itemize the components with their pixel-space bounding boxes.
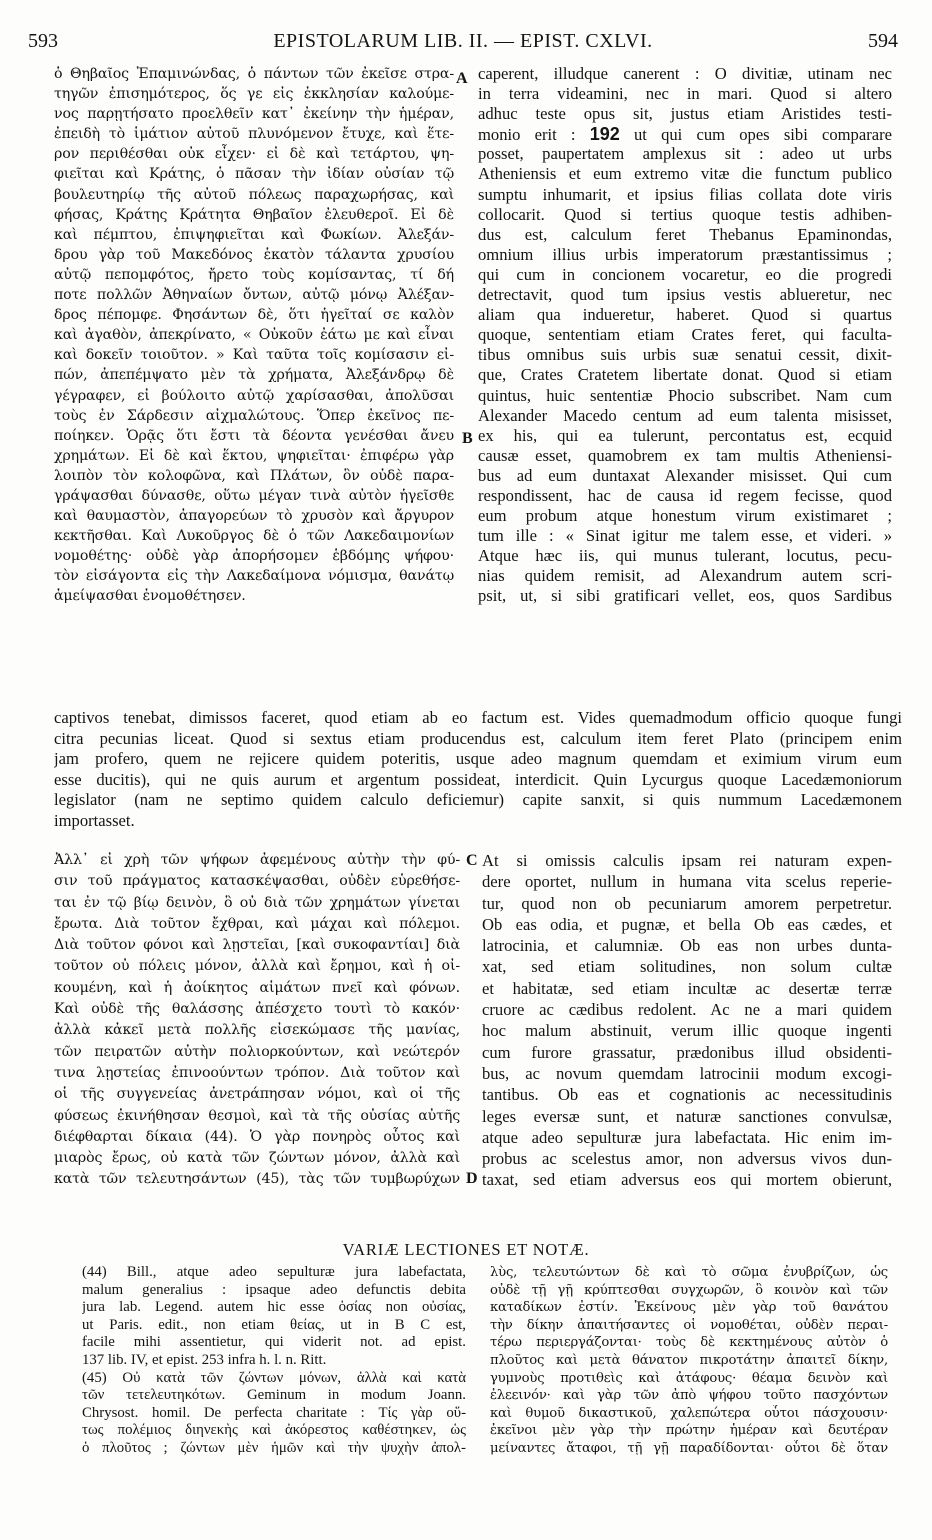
note-line: μείναντες ἄταφοι, τῇ γῇ παραδίδονται· οὗτοι δὲ ὅταν — [490, 1440, 888, 1456]
note-line: ὁ πλοῦτος ; ζώντων μὲν ἡμῶν καὶ τὴν ψυχὴν ἀπολ- — [82, 1439, 466, 1456]
greek-text-line: τινα λῃστείας ἐπινοούντων τρόπον. Διὰ τοῦτον καὶ — [54, 1064, 460, 1081]
note-line: γυμνοὺς προτιθεὶς καὶ ἀτάφους· θέαμα δεινὸν καὶ — [490, 1370, 888, 1386]
greek-text-line: αὐτῷ πεπομφότος, ἤρετο τοὺς κομίσαντας, τί δή — [54, 266, 454, 283]
greek-text-line: γέγραφεν, εἰ βούλοιτο αὐτῷ χαρίσασθαι, ἀπολῦσαι — [54, 387, 454, 404]
latin-text-line: sumptu inhumarit, et ipsius filias collata dote viris — [478, 184, 892, 204]
greek-text-line: ποίηκεν. Ὁρᾷς ὅτι ἔστι τὰ δέοντα γενέσθαι ἄνευ — [54, 427, 454, 444]
greek-text-line: καὶ ἀγαθὸν, ἀπεκρίνατο, « Οὐκοῦν ἐάτω με καὶ εἶναι — [54, 327, 454, 344]
greek-text-line: ὁ Θηβαῖος Ἐπαμινώνδας, ὁ πάντων τῶν ἐκεῖσε στρα- — [54, 66, 454, 82]
latin-text-line: nias quidem remisit, ad Alexandrum autem scri- — [478, 566, 892, 586]
latin-text-line: latrocinia, et calumniæ. Ob eas non urbes dunta- — [482, 936, 892, 956]
greek-text-line: ρον περιθέσθαι οὐκ εἶχεν· εἰ δὲ καὶ τετάρτου, ψη- — [54, 146, 454, 163]
greek-column-middle — [54, 850, 460, 1190]
greek-text-line: μιαρὸς ἔρως, οὐ κατὰ τῶν ζώντων μόνον, ἀλλὰ καὶ — [54, 1150, 460, 1167]
note-line: (45) Οὐ κατὰ τῶν ζώντων μόνων, ἀλλὰ καὶ κατὰ — [82, 1369, 466, 1386]
greek-text-line: ἐπειδὴ τὸ ἱμάτιον αὐτοῦ πλυνόμενον ἔτυχε, καὶ ἕτε- — [54, 126, 454, 143]
greek-text-line: φύσεως ἐκινήθησαν θεσμοὶ, καὶ τὰ τῆς οὐσίας αὐτῆς — [54, 1107, 460, 1124]
latin-text-line: cruore ac cædibus redolent. Ac ne a mari quidem — [482, 1000, 892, 1020]
greek-text-line: νομοθέτης· οὐδὲ γὰρ ἀπορήσομεν ἑβδόμης ψήφου· — [54, 548, 454, 565]
note-line: τὴν δίκην ἀπαιτήσαντες οἱ νομοθέται, οὐδὲν περαι- — [490, 1317, 888, 1333]
latin-text-line: Alexander Macedo centum ad eum talenta misisset, — [478, 405, 892, 425]
latin-text-line: probus ac scelestus amor, non adversus vivos dun- — [482, 1149, 892, 1169]
greek-column-top — [54, 64, 454, 704]
latin-text-fragment: monio erit : — [478, 125, 576, 145]
note-line: ἐλεεινόν· καὶ γὰρ τῶν ἀπὸ ψήφου τοῦτο πασχόντων — [490, 1388, 888, 1404]
latin-text-line: At si omissis calculis ipsam rei naturam expen- — [482, 851, 892, 870]
note-line: facile mihi assentietur, qui viderit not. ad epist. — [82, 1334, 466, 1351]
latin-text-line: adhuc teste opus sit, justus etiam Aristides testi- — [478, 104, 892, 124]
latin-text-line: cum furore grassatur, prædonibus illud obsidenti- — [482, 1042, 892, 1062]
greek-text-line: λοιπὸν τὸν κολοφῶνα, καὶ Πλάτων, ὃν οὐδὲ παρα- — [54, 467, 454, 484]
page-number-right: 594 — [868, 30, 898, 52]
latin-text-line: atque adeo sepulturæ jura labefactata. Hic enim im- — [482, 1127, 892, 1147]
latin-full-width-paragraph — [54, 708, 902, 832]
notes-title: VARIÆ LECTIONES ET NOTÆ. — [342, 1240, 590, 1259]
column-number: 192 — [589, 124, 620, 145]
latin-text-line: Ob eas odia, et pugnæ, et bella Ob eas cædes, et — [482, 914, 892, 934]
latin-text-line: ex his, qui ea tulerunt, percontatus est, ecquid — [478, 425, 892, 445]
latin-column-top — [478, 64, 892, 704]
note-line: τέρω περιεργάζονται· τοὺς δὲ κεκτημένους αὐτὸν ὁ — [490, 1335, 888, 1351]
latin-text-line: omnium illius urbis imperatorum præstantissimus ; — [478, 244, 892, 264]
section-marker-a: A — [456, 70, 468, 87]
latin-text-line: detrectavit, quod tum ipsius vestis ablueretur, nec — [478, 285, 892, 305]
notes-left-column — [82, 1264, 466, 1494]
greek-text-line: διέφθαρται δίκαια (44). Ὁ γὰρ πονηρὸς οὗτος καὶ — [54, 1128, 460, 1145]
note-line: τῶν τετελευτηκότων. Geminum in modum Joann. — [82, 1387, 466, 1404]
latin-text-line: bus, ac novum quemdam latrocinii modum excogi- — [482, 1063, 892, 1083]
greek-text-line: Καὶ οὐδὲ τῆς θαλάσσης ἀπέσχετο τουτὶ τὸ κακόν· — [54, 1001, 460, 1018]
note-line: Chrysost. homil. De perfecta charitate : Τίς γὰρ οὕ- — [82, 1404, 466, 1421]
greek-text-line: τοῦτον οὐ πόλεις μόνον, ἀλλὰ καὶ ἔρημοι, καὶ ἡ οἰ- — [54, 958, 460, 975]
section-marker-c: C — [466, 852, 478, 869]
latin-text-line: dere oportet, nullum in humana vita scelus reperie- — [482, 872, 892, 892]
latin-text-line: que, Crates Cratetem libertate donat. Quod si etiam — [478, 365, 892, 385]
latin-text-line: jam profero, quem ne rejicere quidem poteritis, usque adeo magnum quemdam et eximium virum eum — [54, 749, 902, 769]
note-line: ἐκεῖνοι μὲν γὰρ τὴν πρώτην ἡμέραν καὶ δευτέραν — [490, 1423, 888, 1439]
latin-text-line: xat, sed etiam solitudines, non solum cultæ — [482, 957, 892, 977]
latin-text-line: legislator (nam ne septimo quidem calculo deficiemur) capite sanxit, si quis nummum Lacedæmonem — [54, 790, 902, 810]
note-line: ut Paris. edit., non etiam θείας, ut in B C est, — [82, 1316, 466, 1333]
greek-text-line: Ἀλλ᾽ εἰ χρὴ τῶν ψήφων ἀφεμένους αὐτὴν τὴν φύ- — [54, 852, 460, 868]
latin-text-line: quintus, huic sententiæ Phocio subscribet. Nam cum — [478, 385, 892, 405]
greek-text-line: γράψασθαι δύνασθε, οὕτω μέγαν τινὰ αὐτὸν ἡγεῖσθε — [54, 487, 454, 504]
latin-text-line: posset, paupertatem amplexus sit : adeo ut urbs — [478, 144, 892, 164]
note-line: καταδίκων ἐστίν. Ἐκείνους μὲν γὰρ τοῦ θανάτου — [490, 1300, 888, 1316]
greek-text-line: κουμένη, καὶ ἡ ἀοίκητος αἱμάτων πνεῖ καὶ φόνων. — [54, 979, 460, 996]
greek-text-line: καὶ δοκεῖν τοιοῦτον. » Καὶ ταῦτα τοῖς κομίσασιν εἰ- — [54, 347, 454, 364]
latin-text-line: taxat, sed etiam adversus eos qui mortem obierunt, — [482, 1170, 892, 1190]
latin-column-middle — [482, 850, 892, 1190]
note-line: λὺς, τελευτώντων δὲ καὶ τὸ σῶμα ἐνυβρίζων, ὡς — [490, 1265, 888, 1280]
latin-text-line: eum probum atque honestum virum existimaret ; — [478, 506, 892, 526]
notes-right-column — [490, 1264, 888, 1494]
note-line: οὐδὲ τῇ γῇ κρύπτεσθαι συγχωρῶν, ὃ κοινὸν καὶ τῶν — [490, 1282, 888, 1298]
note-line: πλοῦτος καὶ μετὰ θάνατον πικροτάτην ἀπαιτεῖ δίκην, — [490, 1352, 888, 1368]
note-line: καὶ θυμοῦ δικαστικοῦ, χαλεπώτερα οὗτοι πάσχουσιν· — [490, 1405, 888, 1421]
note-line: (44) Bill., atque adeo sepulturæ jura labefactata, — [82, 1264, 466, 1280]
greek-text-line: νος παρῃτήσατο προελθεῖν κατ᾽ ἐκείνην τὴν ἡμέραν, — [54, 106, 454, 123]
greek-text-line: τὸν εἰσάγοντα εἰς τὴν Λακεδαίμονα νόμισμα, θανάτῳ — [54, 568, 454, 585]
latin-text-line: et habitatæ, sed etiam incultæ ac desertæ terræ — [482, 978, 892, 998]
section-marker-b: B — [462, 430, 473, 447]
greek-text-line: φήσας, Κράτης Κράτητα Θηβαῖον ἐλευθεροῖ. Εἰ δὲ — [54, 206, 454, 223]
greek-text-line: σιν τοῦ πράγματος κατασκέψασθαι, οὐδὲν εὑρεθήσε- — [54, 873, 460, 890]
latin-text-line: in terra videamini, nec in mari. Quod si altero — [478, 84, 892, 104]
greek-text-line: κατὰ τῶν τελευτησάντων (45), τὰς τῶν τυμβωρύχων — [54, 1171, 460, 1188]
running-title: EPISTOLARUM LIB. II. — EPIST. CXLVI. — [273, 30, 653, 52]
latin-text-line: tantibus. Ob eas et cognationis ac necessitudinis — [482, 1085, 892, 1105]
latin-text-line: dus est, calculum feret Thebanus Epaminondas, — [478, 224, 892, 244]
greek-text-line: ἀλλὰ κἀκεῖ μετὰ πολλῆς εἰσεκώμασε τῆς μανίας, — [54, 1022, 460, 1039]
latin-text-line: caperent, illudque canerent : O divitiæ, utinam nec — [478, 64, 892, 83]
greek-text-line: ἔρωτα. Διὰ τοῦτον ἔχθραι, καὶ μάχαι καὶ πόλεμοι. — [54, 915, 460, 932]
latin-text-line: collocarit. Quod si tertius quoque testis adhiben- — [478, 204, 892, 224]
latin-text-line: Atheniensis et eum extremo vitæ die functum publico — [478, 164, 892, 184]
latin-text-line: tum ille : « Sinat igitur me talem esse, et videri. » — [478, 526, 892, 546]
greek-text-line: φιεῖται καὶ Κράτης, ὁ πᾶσαν τὴν ἰδίαν οὐσίαν τῷ — [54, 166, 454, 183]
greek-text-line: κεκτῆσθαι. Καὶ Λυκοῦργος δὲ ὁ τῶν Λακεδαιμονίων — [54, 528, 454, 545]
latin-text-line: respondissent, hac de causa id regem fecisse, quod — [478, 485, 892, 505]
latin-text-line: tur, quod non ob pecuniarum amorem perpetretur. — [482, 893, 892, 913]
latin-text-line: citra pecunias liceat. Quod si sextus etiam producendus est, calculum item feret Plato (principem enim — [54, 728, 902, 748]
latin-text-line: aliam qua indueretur, haberet. Quod si quartus — [478, 305, 892, 325]
greek-text-line: πών, ἀπεπέμψατο μὲν τὰ χρήματα, Ἀλεξάνδρῳ δὲ — [54, 367, 454, 384]
note-line: malum generalius : ipsaque adeo defunctis debita — [82, 1281, 466, 1298]
greek-text-line: χρημάτων. Εἰ δὲ καὶ ἕκτου, ψηφιεῖται· ἐπιφέρω γὰρ — [54, 447, 454, 464]
greek-text-line: τοὺς ἐν Σάρδεσιν αἰχμαλώτους. Ὅπερ ἐκεῖνος πε- — [54, 407, 454, 424]
latin-text-line: quoque, sententiam etiam Crates feret, qui faculta- — [478, 325, 892, 345]
greek-text-line: καὶ θαυμαστὸν, ἀπαγορεύων τὸ χρυσὸν καὶ ἄργυρον — [54, 508, 454, 525]
running-header — [28, 30, 898, 60]
greek-text-line: τηγῶν ἐπισημότερος, ὅς γε εἰς ἐκκλησίαν καλούμε- — [54, 86, 454, 103]
greek-text-line: ται ἐν τῷ βίῳ δεινὸν, ὃ οὐ διὰ τῶν χρημάτων γίνεται — [54, 894, 460, 911]
latin-text-fragment: ut qui cum opes sibi comparare — [633, 125, 892, 145]
greek-text-line: καὶ πέμπτου, ἐπιψηφιεῖται καὶ Φωκίων. Ἀλεξάν- — [54, 226, 454, 243]
latin-text-line: captivos tenebat, dimissos faceret, quod etiam ab eo factum est. Vides quemadmodum officio quoque fungi — [54, 708, 902, 727]
latin-text-line: Atque hæc iis, qui munus tulerant, locutus, pecu- — [478, 546, 892, 566]
greek-text-line: ποτε πολλῶν Ἀθηναίων ὄντων, αὐτῷ μόνῳ Ἀλέξαν- — [54, 287, 454, 304]
latin-text-line — [478, 124, 892, 144]
latin-text-line: psit, ut, si sibi gratificari vellet, eos, quos Sardibus — [478, 586, 892, 606]
latin-text-line: causæ esset, quamobrem ex tam multis Atheniensi- — [478, 445, 892, 465]
greek-text-line: βουλευτηρίῳ τῆς αὐτοῦ πόλεως παραχωρήσας, καὶ — [54, 186, 454, 203]
greek-text-line: Διὰ τοῦτον φόνοι καὶ λῃστεῖαι, [καὶ συκοφαντίαι] διὰ — [54, 937, 460, 954]
greek-text-line: οἱ τῆς συγγενείας ἀνετράπησαν νόμοι, καὶ οἱ τῆς — [54, 1086, 460, 1103]
note-line: 137 lib. IV, et epist. 253 infra h. l. n. Ritt. — [82, 1351, 327, 1368]
note-line: τως πολέμιος διηνεκὴς καὶ ἀκόρεστος καθέστηκεν, ὡς — [82, 1422, 466, 1439]
page-number-left: 593 — [28, 30, 58, 52]
greek-text-line: δρου γὰρ τοῦ Μακεδόνος ἑκατὸν τάλαντα χρυσίου — [54, 246, 454, 263]
latin-text-line: esse ducitis), qui ne quis aurum et argentum possideat, interdicit. Quin Lycurgus quoque Lacedæmoniorum — [54, 769, 902, 789]
greek-text-line: τῶν πειρατῶν αὐτὴν πολιορκούντων, καὶ νεώτερόν — [54, 1043, 460, 1060]
latin-text-line: importasset. — [54, 810, 135, 830]
note-line: jura lab. Legend. autem hic esse ὁσίας non οὐσίας, — [82, 1299, 466, 1316]
section-marker-d: D — [466, 1170, 478, 1187]
latin-text-line: leges eversæ sunt, et naturæ sanctiones convulsæ, — [482, 1106, 892, 1126]
latin-text-line: bus ad eum duntaxat Alexander misisset. Qui cum — [478, 465, 892, 485]
latin-text-line: tibus omnibus suis urbis suæ senatui cessit, dixit- — [478, 345, 892, 365]
latin-text-line: qui cum in concionem vocaretur, eo die progredi — [478, 264, 892, 284]
latin-text-line: hoc malum abstinuit, verum illic quoque ingenti — [482, 1021, 892, 1041]
greek-text-line: ἀμείψασθαι ἐνομοθέτησεν. — [54, 588, 246, 605]
greek-text-line: δρος πέπομφε. Φησάντων δὲ, ὅτι ἡγεῖταί σε καλὸν — [54, 307, 454, 324]
